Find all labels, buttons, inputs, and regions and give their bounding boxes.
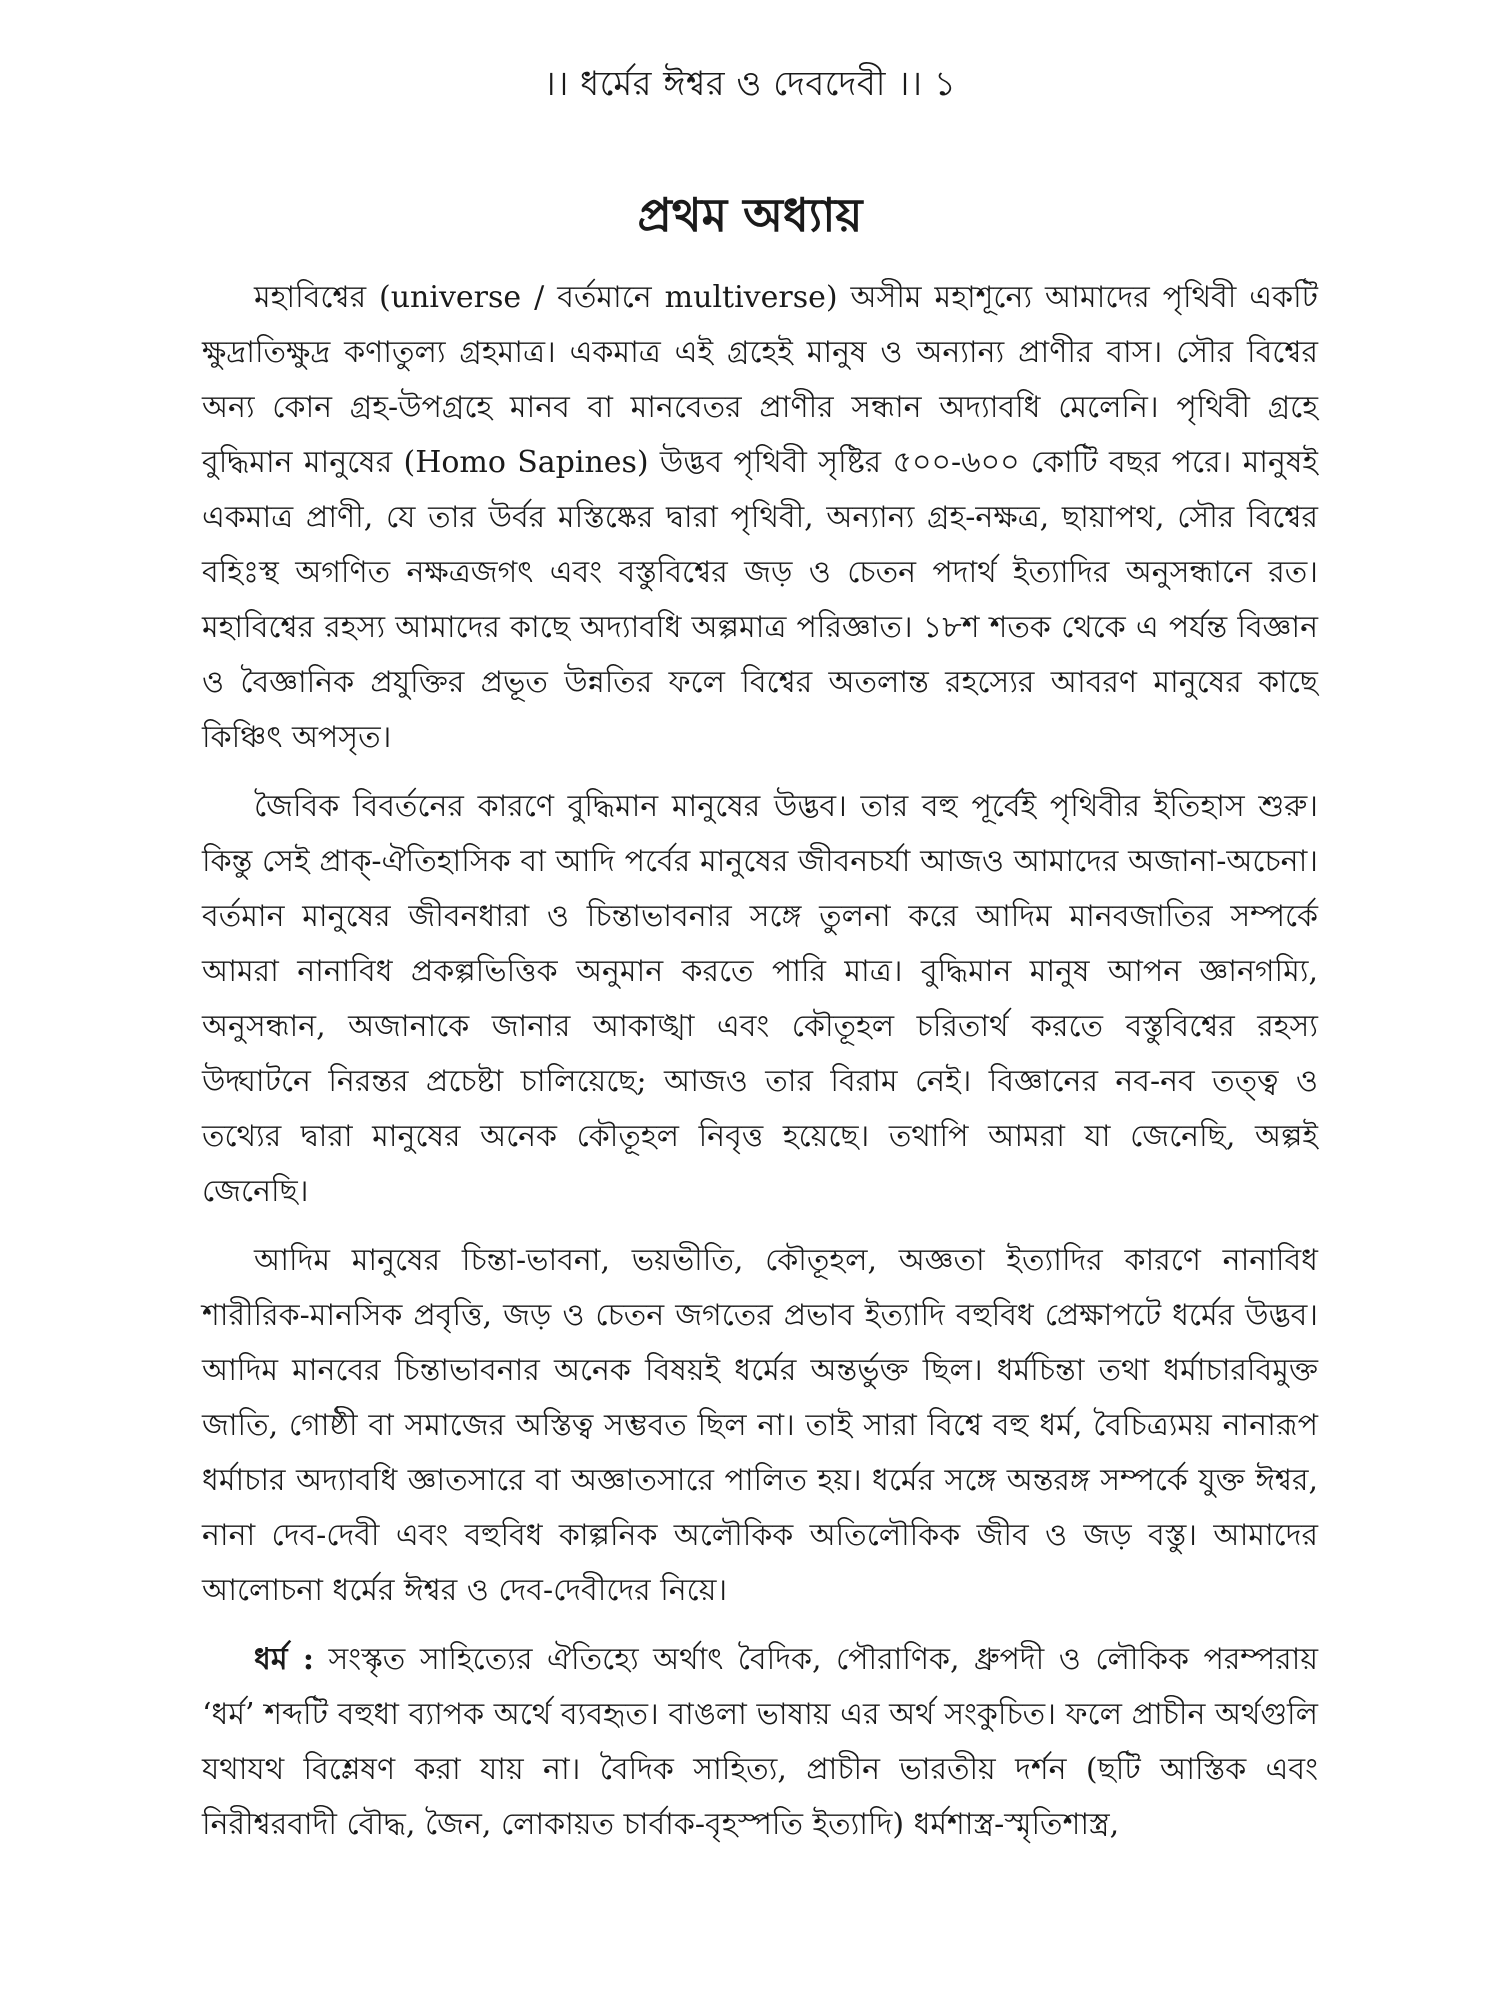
paragraph-4-term: ধর্ম : bbox=[254, 1642, 314, 1677]
paragraph-4 bbox=[202, 1632, 1318, 1852]
running-header: ।। ধর্মের ঈশ্বর ও দেবদেবী ।। ১ bbox=[543, 64, 957, 104]
paragraph-1: মহাবিশ্বের (universe / বর্তমানে multiverse) অসীম মহাশূন্যে আমাদের পৃথিবী একটি ক্ষুদ্রাতিক্ষুদ্র কণাতুল্য গ্রহমাত্র। একমাত্র এই গ্রহেই মানুষ ও অন্যান্য প্রাণীর বাস। সৌর বিশ্বের অন্য কোন গ্রহ-উপগ্রহে মানব বা মানবেতর প্রাণীর সন্ধান অদ্যাবধি মেলেনি। পৃথিবী গ্রহে বুদ্ধিমান মানুষের (Homo Sapines) উদ্ভব পৃথিবী সৃষ্টির ৫০০-৬০০ কোটি বছর পরে। মানুষই একমাত্র প্রাণী, যে তার উর্বর মস্তিষ্কের দ্বারা পৃথিবী, অন্যান্য গ্রহ-নক্ষত্র, ছায়াপথ, সৌর বিশ্বের বহিঃস্থ অগণিত নক্ষত্রজগৎ এবং বস্তুবিশ্বের জড় ও চেতন পদার্থ ইত্যাদির অনুসন্ধানে রত। মহাবিশ্বের রহস্য আমাদের কাছে অদ্যাবধি অল্পমাত্র পরিজ্ঞাত। ১৮শ শতক থেকে এ পর্যন্ত বিজ্ঞান ও বৈজ্ঞানিক প্রযুক্তির প্রভূত উন্নতির ফলে বিশ্বের অতলান্ত রহস্যের আবরণ মানুষের কাছে কিঞ্চিৎ অপসৃত। bbox=[202, 280, 1318, 755]
paragraph-2: জৈবিক বিবর্তনের কারণে বুদ্ধিমান মানুষের উদ্ভব। তার বহু পূর্বেই পৃথিবীর ইতিহাস শুরু। কিন্তু সেই প্রাক্‌-ঐতিহাসিক বা আদি পর্বের মানুষের জীবনচর্যা আজও আমাদের অজানা-অচেনা। বর্তমান মানুষের জীবনধারা ও চিন্তাভাবনার সঙ্গে তুলনা করে আদিম মানবজাতির সম্পর্কে আমরা নানাবিধ প্রকল্পভিত্তিক অনুমান করতে পারি মাত্র। বুদ্ধিমান মানুষ আপন জ্ঞানগম্যি, অনুসন্ধান, অজানাকে জানার আকাঙ্খা এবং কৌতূহল চরিতার্থ করতে বস্তুবিশ্বের রহস্য উদ্ঘাটনে নিরন্তর প্রচেষ্টা চালিয়েছে; আজও তার বিরাম নেই। বিজ্ঞানের নব-নব তত্ত্ব ও তথ্যের দ্বারা মানুষের অনেক কৌতূহল নিবৃত্ত হয়েছে। তথাপি আমরা যা জেনেছি, অল্পই জেনেছি। bbox=[202, 789, 1318, 1209]
body-text bbox=[202, 270, 1318, 1866]
paragraph-3: আদিম মানুষের চিন্তা-ভাবনা, ভয়ভীতি, কৌতূহল, অজ্ঞতা ইত্যাদির কারণে নানাবিধ শারীরিক-মানসিক প্রবৃত্তি, জড় ও চেতন জগতের প্রভাব ইত্যাদি বহুবিধ প্রেক্ষাপটে ধর্মের উদ্ভব। আদিম মানবের চিন্তাভাবনার অনেক বিষয়ই ধর্মের অন্তর্ভুক্ত ছিল। ধর্মচিন্তা তথা ধর্মাচারবিমুক্ত জাতি, গোষ্ঠী বা সমাজের অস্তিত্ব সম্ভবত ছিল না। তাই সারা বিশ্বে বহু ধর্ম, বৈচিত্র্যময় নানারূপ ধর্মাচার অদ্যাবধি জ্ঞাতসারে বা অজ্ঞাতসারে পালিত হয়। ধর্মের সঙ্গে অন্তরঙ্গ সম্পর্কে যুক্ত ঈশ্বর, নানা দেব-দেবী এবং বহুবিধ কাল্পনিক অলৌকিক অতিলৌকিক জীব ও জড় বস্তু। আমাদের আলোচনা ধর্মের ঈশ্বর ও দেব-দেবীদের নিয়ে। bbox=[202, 1243, 1318, 1608]
paragraph-4-text: সংস্কৃত সাহিত্যের ঐতিহ্যে অর্থাৎ বৈদিক, পৌরাণিক, ধ্রুপদী ও লৌকিক পরম্পরায় ‘ধর্ম’ শব্দটি বহুধা ব্যাপক অর্থে ব্যবহৃত। বাঙলা ভাষায় এর অর্থ সংকুচিত। ফলে প্রাচীন অর্থগুলি যথাযথ বিশ্লেষণ করা যায় না। বৈদিক সাহিত্য, প্রাচীন ভারতীয় দর্শন (ছটি আস্তিক এবং নিরীশ্বরবাদী বৌদ্ধ, জৈন, লোকায়ত চার্বাক-বৃহস্পতি ইত্যাদি) ধর্মশাস্ত্র-স্মৃতিশাস্ত্র, bbox=[202, 1642, 1318, 1842]
chapter-title: প্রথম অধ্যায় bbox=[637, 188, 863, 242]
